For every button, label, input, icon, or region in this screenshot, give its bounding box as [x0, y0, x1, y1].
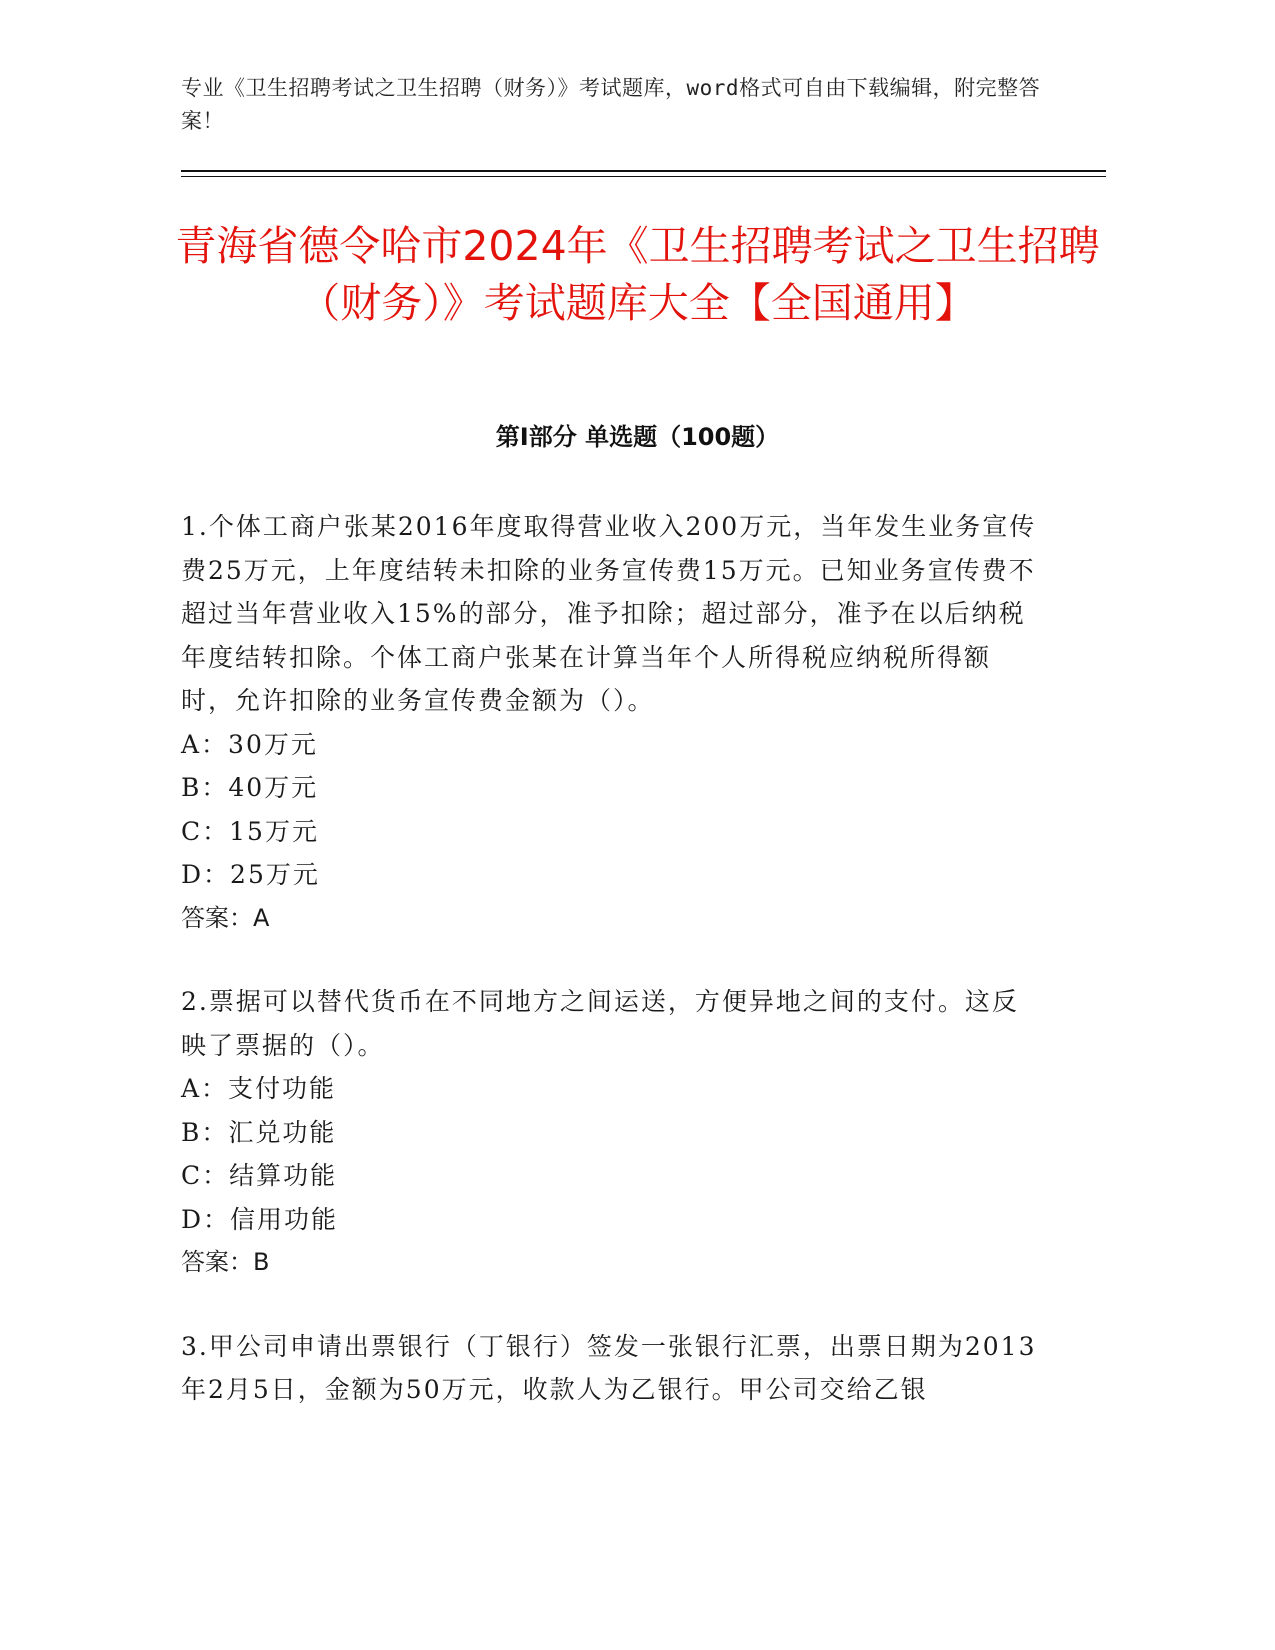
answer-line: 答案：A: [181, 903, 270, 932]
header-note: 专业《卫生招聘考试之卫生招聘（财务）》考试题库，word格式可自由下载编辑，附完整答案！: [181, 76, 1041, 133]
option-d: D：信用功能: [181, 1204, 339, 1234]
option-c: C：15万元: [181, 816, 319, 846]
question-list: [181, 505, 1041, 1452]
question-3: [181, 1325, 1041, 1412]
section-title: 第I部分 单选题（100题）: [495, 423, 780, 451]
question-1: [181, 505, 1041, 940]
option-d: D：25万元: [181, 860, 320, 889]
document-title: 青海省德令哈市2024年《卫生招聘考试之卫生招聘（财务）》考试题库大全【全国通用】: [175, 222, 1100, 327]
question-stem: 2.票据可以替代货币在不同地方之间运送，方便异地之间的支付。这反映了票据的（）。: [181, 987, 1019, 1060]
question-2: [181, 980, 1041, 1285]
question-stem: 3.甲公司申请出票银行（丁银行）签发一张银行汇票，出票日期为2013年2月5日，金额为50万元，收款人为乙银行。甲公司交给乙银: [181, 1331, 1037, 1404]
header-rule-thick: [181, 170, 1106, 172]
option-c: C：结算功能: [181, 1161, 338, 1190]
option-b: B：40万元: [181, 773, 319, 802]
answer-line: 答案：B: [181, 1248, 270, 1276]
option-a: A：支付功能: [181, 1074, 337, 1103]
question-stem: 1.个体工商户张某2016年度取得营业收入200万元，当年发生业务宣传费25万元，上年度结转未扣除的业务宣传费15万元。已知业务宣传费不超过当年营业收入15%的部分，准予扣除；超过部分，准予在以后纳税年度结转扣除。个体工商户张某在计算当年个人所得税应纳税所得额时，允许扣除的业务宣传费金额为（）。: [181, 512, 1037, 715]
header-rule-thin: [181, 176, 1106, 177]
option-b: B：汇兑功能: [181, 1117, 337, 1147]
option-a: A：30万元: [181, 729, 318, 759]
